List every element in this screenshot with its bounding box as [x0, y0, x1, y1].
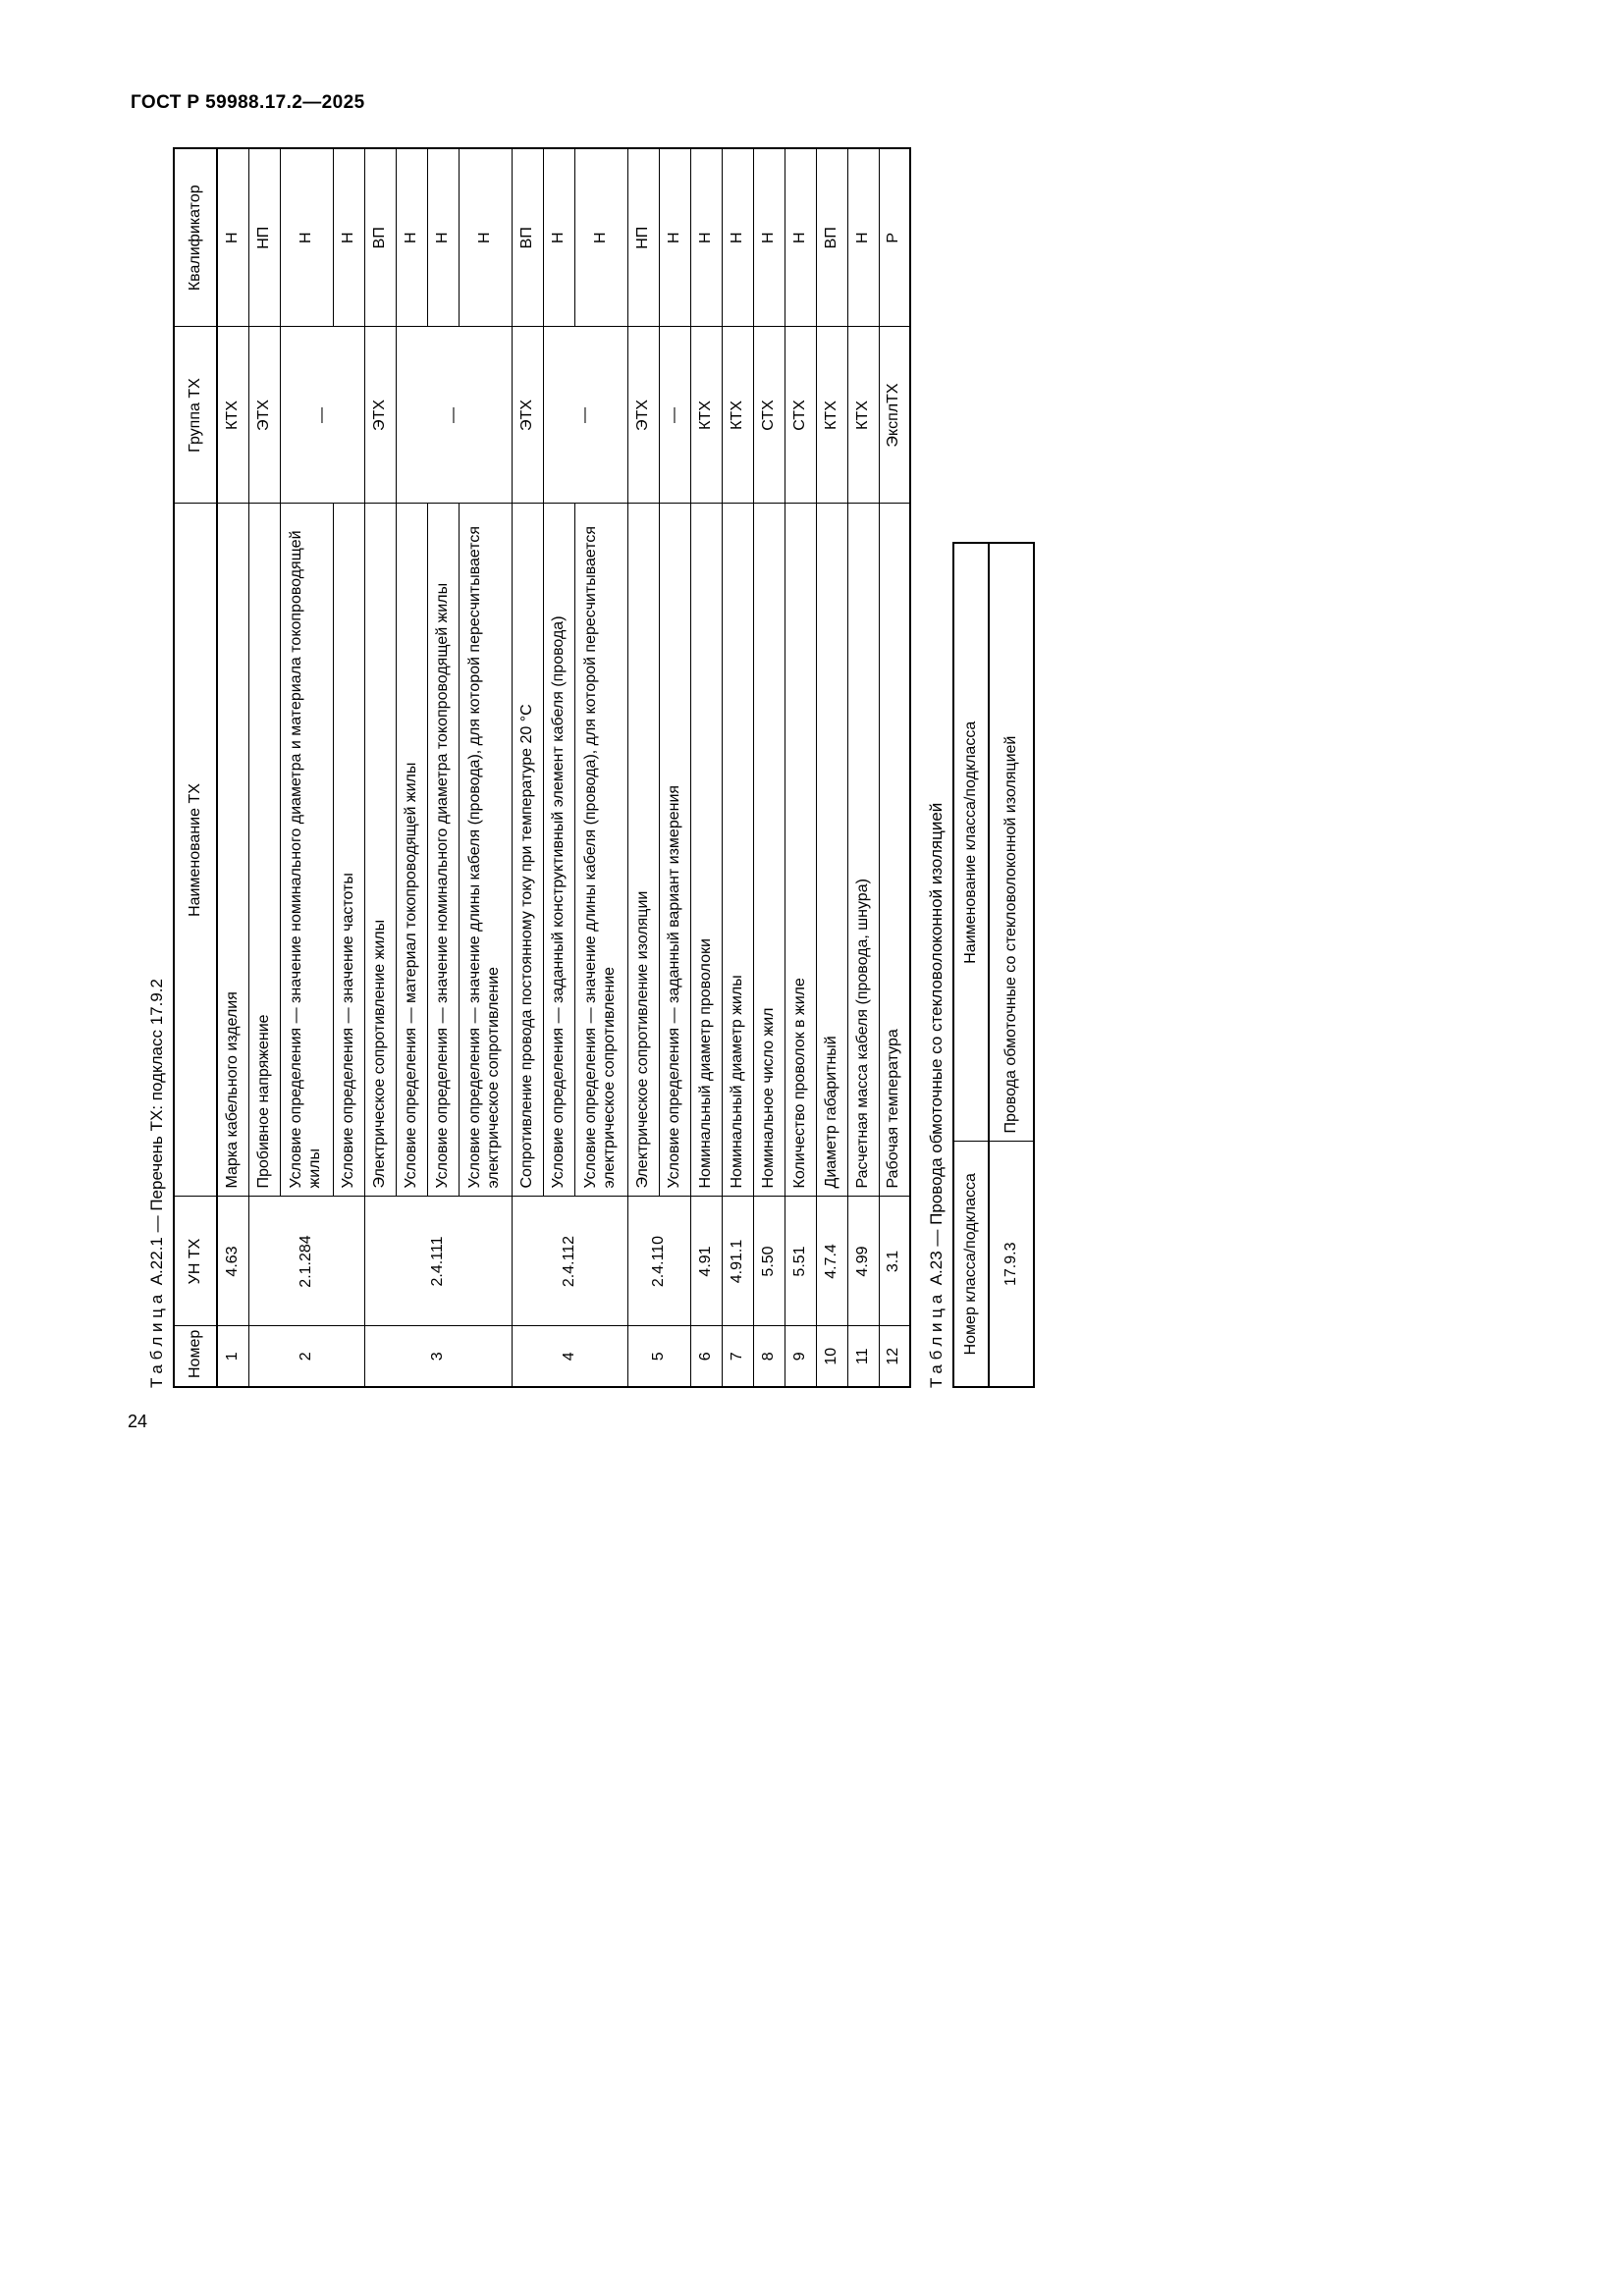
group-tx-cell: СТХ [785, 327, 816, 504]
qualifier-cell: Н [722, 148, 753, 327]
tx-table-row [753, 148, 785, 1387]
group-tx-cell: ЭТХ [512, 327, 543, 504]
col-header-name-tx: Наименование ТХ [174, 504, 217, 1197]
tx-table-row [722, 148, 753, 1387]
group-tx-cell: КТХ [690, 327, 722, 504]
qualifier-cell: ВП [364, 148, 396, 327]
name-tx-cell: Условие определения — заданный вариант измерения [659, 504, 690, 1197]
un-tx-cell: 4.99 [847, 1197, 879, 1326]
name-tx-cell: Условие определения — значение длины кабеля (провода), для которой пересчитывается электрическое сопротивление [574, 504, 627, 1197]
name-tx-cell: Номинальное число жил [753, 504, 785, 1197]
row-number-cell: 5 [627, 1326, 690, 1387]
tx-table-row [879, 148, 910, 1387]
name-tx-cell: Условие определения — заданный конструктивный элемент кабеля (провода) [543, 504, 574, 1197]
name-tx-cell: Номинальный диаметр проволоки [690, 504, 722, 1197]
tx-table-row [785, 148, 816, 1387]
col-header-group-tx: Группа ТХ [174, 327, 217, 504]
name-tx-cell: Номинальный диаметр жилы [722, 504, 753, 1197]
name-tx-cell: Рабочая температура [879, 504, 910, 1197]
un-tx-cell: 5.50 [753, 1197, 785, 1326]
un-tx-cell: 2.1.284 [248, 1197, 364, 1326]
un-tx-cell: 4.63 [217, 1197, 248, 1326]
qualifier-cell: НП [248, 148, 280, 327]
table-a23-caption [927, 149, 946, 1388]
row-number-cell: 2 [248, 1326, 364, 1387]
tx-table-body [217, 148, 910, 1387]
qualifier-cell: Н [785, 148, 816, 327]
tx-table-row [816, 148, 847, 1387]
group-tx-cell: ЭТХ [364, 327, 396, 504]
tx-table-row [847, 148, 879, 1387]
group-tx-cell: — [543, 327, 627, 504]
qualifier-cell: Н [659, 148, 690, 327]
row-number-cell: 4 [512, 1326, 627, 1387]
class-number-cell: 17.9.3 [989, 1142, 1034, 1387]
table-a221-caption [147, 149, 166, 1388]
un-tx-cell: 4.91.1 [722, 1197, 753, 1326]
col-header-qualifier: Квалификатор [174, 148, 217, 327]
col-header-class-number: Номер класса/подкласса [953, 1142, 989, 1387]
qualifier-cell: Н [217, 148, 248, 327]
qualifier-cell: Н [333, 148, 364, 327]
un-tx-cell: 4.91 [690, 1197, 722, 1326]
group-tx-cell: СТХ [753, 327, 785, 504]
group-tx-cell: — [396, 327, 512, 504]
group-tx-cell: ЭТХ [248, 327, 280, 504]
row-number-cell: 1 [217, 1326, 248, 1387]
class-table-row [989, 543, 1034, 1387]
tx-table-row [690, 148, 722, 1387]
un-tx-cell: 2.4.111 [364, 1197, 512, 1326]
tx-table-row [627, 148, 659, 1387]
name-tx-cell: Расчетная масса кабеля (провода, шнура) [847, 504, 879, 1197]
qualifier-cell: Н [847, 148, 879, 327]
name-tx-cell: Электрическое сопротивление жилы [364, 504, 396, 1197]
row-number-cell: 6 [690, 1326, 722, 1387]
name-tx-cell: Условие определения — значение номинального диаметра и материала токопроводящей жилы [280, 504, 333, 1197]
col-header-class-name: Наименование класса/подкласса [953, 543, 989, 1142]
name-tx-cell: Диаметр габаритный [816, 504, 847, 1197]
page-number: 24 [128, 1412, 148, 1431]
document-header: ГОСТ Р 59988.17.2—2025 [131, 92, 365, 113]
name-tx-cell: Условие определения — значение частоты [333, 504, 364, 1197]
qualifier-cell: НП [627, 148, 659, 327]
group-tx-cell: ЭксплТХ [879, 327, 910, 504]
name-tx-cell: Сопротивление провода постоянному току при температуре 20 °С [512, 504, 543, 1197]
table-a221-caption-word: Таблица [147, 1290, 166, 1388]
name-tx-cell: Условие определения — материал токопроводящей жилы [396, 504, 427, 1197]
un-tx-cell: 2.4.112 [512, 1197, 627, 1326]
table-a23-caption-text: А.23 — Провода обмоточные со стекловолоконной изоляцией [927, 802, 946, 1286]
tx-table-header-row [174, 148, 217, 1387]
group-tx-cell: КТХ [217, 327, 248, 504]
qualifier-cell: ВП [816, 148, 847, 327]
qualifier-cell: Н [753, 148, 785, 327]
qualifier-cell: Н [459, 148, 512, 327]
qualifier-cell: Н [690, 148, 722, 327]
tx-table-row [248, 148, 280, 1387]
row-number-cell: 10 [816, 1326, 847, 1387]
table-a221-caption-text: А.22.1 — Перечень ТХ: подкласс 17.9.2 [147, 979, 166, 1286]
name-tx-cell: Пробивное напряжение [248, 504, 280, 1197]
name-tx-cell: Электрическое сопротивление изоляции [627, 504, 659, 1197]
qualifier-cell: Н [396, 148, 427, 327]
qualifier-cell: Н [543, 148, 574, 327]
group-tx-cell: КТХ [816, 327, 847, 504]
group-tx-cell: КТХ [847, 327, 879, 504]
group-tx-cell: — [659, 327, 690, 504]
qualifier-cell: Р [879, 148, 910, 327]
un-tx-cell: 4.7.4 [816, 1197, 847, 1326]
row-number-cell: 11 [847, 1326, 879, 1387]
row-number-cell: 8 [753, 1326, 785, 1387]
un-tx-cell: 3.1 [879, 1197, 910, 1326]
row-number-cell: 7 [722, 1326, 753, 1387]
qualifier-cell: Н [574, 148, 627, 327]
group-tx-cell: — [280, 327, 364, 504]
name-tx-cell: Условие определения — значение длины кабеля (провода), для которой пересчитывается электрическое сопротивление [459, 504, 512, 1197]
qualifier-cell: ВП [512, 148, 543, 327]
qualifier-cell: Н [427, 148, 459, 327]
col-header-number: Номер [174, 1326, 217, 1387]
class-name-cell: Провода обмоточные со стекловолоконной изоляцией [989, 543, 1034, 1142]
name-tx-cell: Количество проволок в жиле [785, 504, 816, 1197]
rotated-content-area [147, 149, 1043, 1388]
tx-table-row [217, 148, 248, 1387]
table-a23-caption-word: Таблица [927, 1290, 946, 1388]
tx-table-row [364, 148, 396, 1387]
row-number-cell: 12 [879, 1326, 910, 1387]
group-tx-cell: КТХ [722, 327, 753, 504]
name-tx-cell: Марка кабельного изделия [217, 504, 248, 1197]
un-tx-cell: 2.4.110 [627, 1197, 690, 1326]
group-tx-cell: ЭТХ [627, 327, 659, 504]
un-tx-cell: 5.51 [785, 1197, 816, 1326]
tx-list-table [173, 147, 911, 1388]
tx-table-row [512, 148, 543, 1387]
name-tx-cell: Условие определения — значение номинального диаметра токопроводящей жилы [427, 504, 459, 1197]
class-subclass-table [952, 542, 1035, 1388]
row-number-cell: 9 [785, 1326, 816, 1387]
qualifier-cell: Н [280, 148, 333, 327]
table-a23-section [927, 149, 1035, 1388]
row-number-cell: 3 [364, 1326, 512, 1387]
col-header-un-tx: УН ТХ [174, 1197, 217, 1326]
class-table-header-row [953, 543, 989, 1387]
